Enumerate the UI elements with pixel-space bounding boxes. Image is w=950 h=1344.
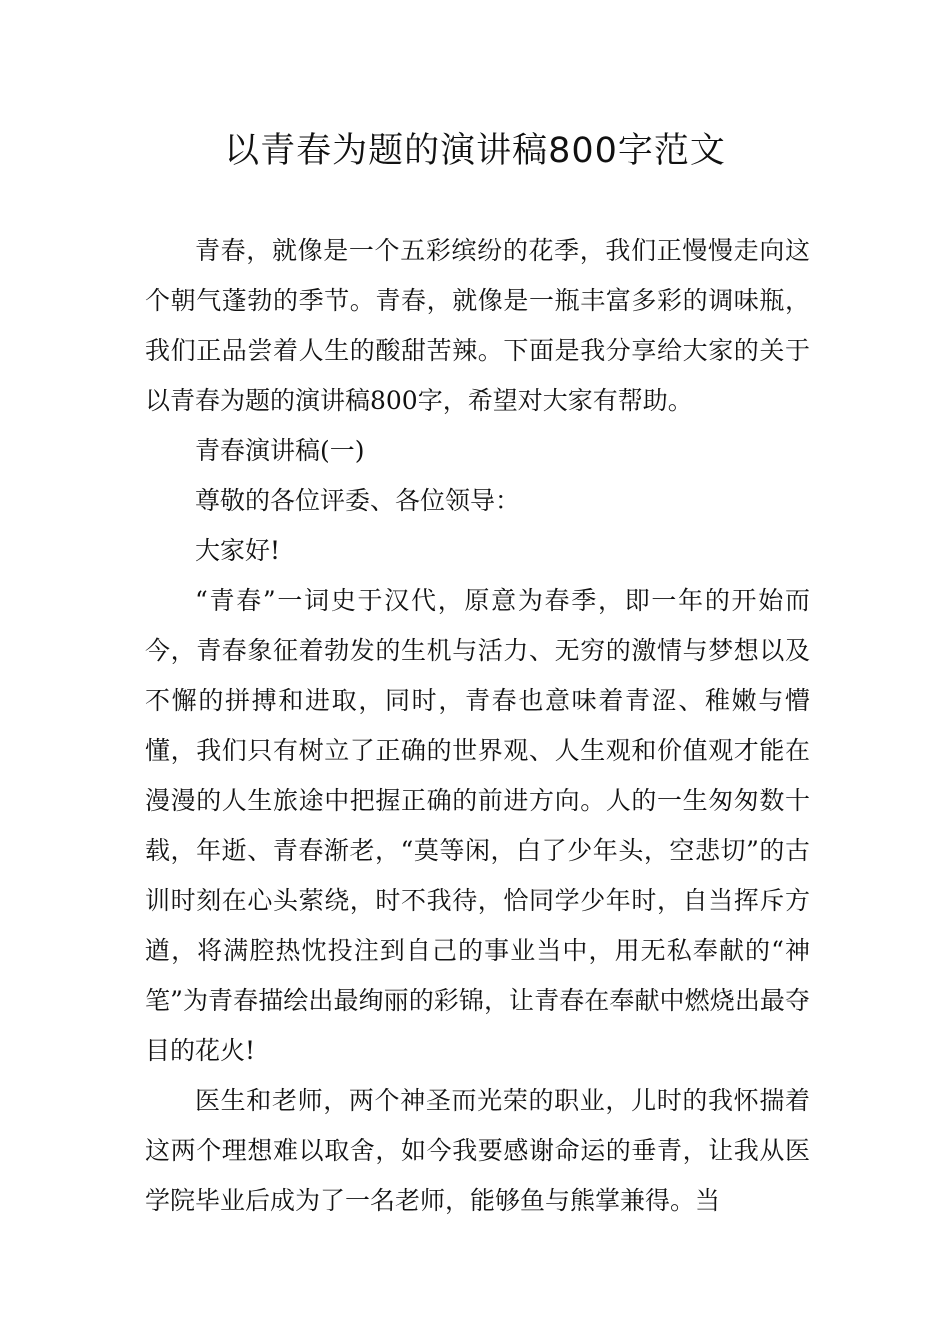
paragraph-intro: 青春，就像是一个五彩缤纷的花季，我们正慢慢走向这个朝气蓬勃的季节。青春，就像是一瓶丰富多彩的调味瓶，我们正品尝着人生的酸甜苦辣。下面是我分享给大家的关于以青春为题的演讲稿800字，希望对大家有帮助。 bbox=[145, 236, 810, 415]
paragraph-greeting: 大家好! bbox=[195, 536, 281, 565]
paragraph-youth-meaning: “青春”一词史于汉代，原意为春季，即一年的开始而今，青春象征着勃发的生机与活力、无穷的激情与梦想以及不懈的拼搏和进取，同时，青春也意味着青涩、稚嫩与懵懂，我们只有树立了正确的世界观、人生观和价值观才能在漫漫的人生旅途中把握正确的前进方向。人的一生匆匆数十载，年逝、青春渐老，“莫等闲，白了少年头，空悲切”的古训时刻在心头萦绕，时不我待，恰同学少年时，自当挥斥方遒，将满腔热忱投注到自己的事业当中，用无私奉献的“神笔”为青春描绘出最绚丽的彩锦，让青春在奉献中燃烧出最夺目的花火! bbox=[145, 586, 810, 1065]
paragraph-section-heading: 青春演讲稿(一) bbox=[195, 436, 365, 465]
document-title: 以青春为题的演讲稿800字范文 bbox=[224, 131, 726, 171]
document-body bbox=[145, 226, 810, 1226]
paragraph-career: 医生和老师，两个神圣而光荣的职业，儿时的我怀揣着这两个理想难以取舍，如今我要感谢命运的垂青，让我从医学院毕业后成为了一名老师，能够鱼与熊掌兼得。当 bbox=[145, 1086, 810, 1215]
paragraph-salutation: 尊敬的各位评委、各位领导： bbox=[195, 486, 521, 515]
